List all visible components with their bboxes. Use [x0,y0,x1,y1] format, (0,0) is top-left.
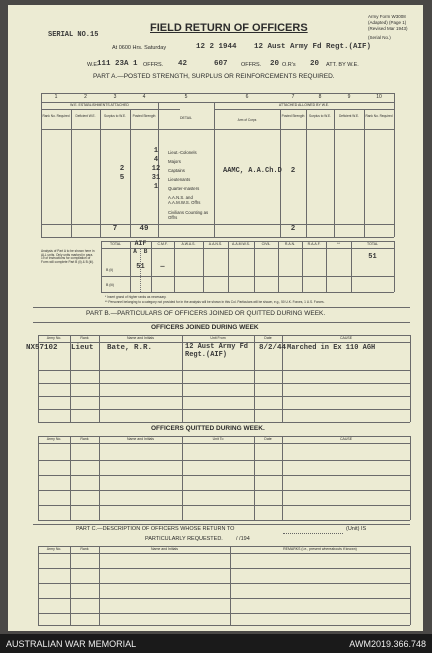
analysis-aif-dash: — [160,263,165,271]
part-c-line-2: PARTICULARLY REQUESTED. [145,536,223,542]
analysis-header-aamws: A.A.M.W.S. [232,242,250,246]
analysis-header-aif: AIF [134,240,147,247]
offrs-label-2: OFFRS. [241,62,262,68]
att-by-we-label: ATT. BY W.E. [326,62,359,68]
col-header-10: Rank No. Required [365,114,393,118]
analysis-aif-value: 51 [136,263,145,271]
col-header-3: Surplus to W.E. [104,114,126,118]
total-posted: 49 [139,225,149,233]
quitted-col-army-no: Army No. [46,437,62,441]
col-header-8: Surplus to W.E. [309,114,331,118]
analysis-header-ran: R.A.N. [284,242,296,246]
detail-aans-aamws: A.A.N.S. and A.A.M.W.S. Offrs [168,195,201,205]
part-c-col-army-no: Army No. [46,547,62,551]
detail-lt-colonels: Lieut.-Colonels [168,150,197,155]
analysis-col-a: A [133,248,137,255]
col-header-4: Posted Strength [132,114,156,118]
detail-majors: Majors [168,159,181,164]
posted-majors: 4 [153,156,159,164]
detail-lieutenants: Lieutenants [168,177,191,182]
att-count: 20 [270,60,280,68]
surplus-lieutenants: 5 [119,174,125,182]
joined-name: Bate, R.R. [107,344,153,352]
col-num-3: 3 [113,94,117,100]
part-c-unit-suffix: (Unit) IS [346,526,367,532]
col-header-2: Deficient W.E. [75,114,96,118]
joined-army-no: NX57102 [26,344,58,352]
analysis-header-aans: A.A.N.S. [208,242,223,246]
col-header-7: Posted Strength [281,114,305,118]
footer-archive-name: AUSTRALIAN WAR MEMORIAL [6,639,137,649]
part-c-col-rank: Rank [80,547,89,551]
att-posted-strength: 2 [290,167,296,175]
col-num-9: 9 [347,94,351,100]
archive-footer [0,634,432,653]
joined-col-army-no: Army No. [46,336,62,340]
analysis-header-raaf: R.A.A.F. [307,242,321,246]
part-b-heading: PART B.—PARTICULARS OF OFFICERS JOINED OR QUITTED DURING WEEK. [86,310,326,317]
serial-label: (Serial No.) [368,35,391,40]
joined-heading: OFFICERS JOINED DURING WEEK [151,324,259,331]
analysis-row-bii: B (ii) [106,268,114,272]
col-header-9: Deficient W.E. [338,114,360,118]
part-c-date-blank: / /194 [236,536,250,542]
col-num-5: 5 [184,94,188,100]
attached-allowed-group: ATTACHED ALLOWED BY W.E. [278,103,330,107]
footnote-2: ** Personnel belonging to a category not provided for in the analysis will be shown in this Col. Particulars will be shown, e.g., 50 U.K. Forces, 1 U.S. Forces. [105,300,325,304]
footnote-1: * Insert grand of higher ranks as necessary. [105,295,167,299]
quitted-heading: OFFICERS QUITTED DURING WEEK. [151,425,265,432]
joined-col-date: Date [264,336,272,340]
col-num-4: 4 [142,94,146,100]
ors-label: O.R's [282,62,296,68]
joined-date: 8/2/44 [259,344,287,352]
ors-count: 607 [214,60,228,68]
form-ref-line-2: (Adapted) (Page 1) [368,20,407,25]
analysis-total-label: TOTAL [110,242,121,246]
att-ors-count: 20 [310,60,320,68]
col-num-10: 10 [376,94,382,100]
quitted-col-name: Name and Initials [126,437,155,441]
total-surplus: 7 [112,225,118,233]
analysis-header-total: TOTAL [367,242,378,246]
analysis-col-b: B [143,248,148,255]
analysis-header-other: ** [337,242,340,246]
joined-col-name: Name and Initials [126,336,155,340]
col-num-6: 6 [245,94,249,100]
joined-col-unit: Unit From [210,336,226,340]
joined-cause: Marched in Ex 110 AGH [287,344,376,352]
joined-unit-from: 12 Aust Army Fd Regt.(AIF) [185,343,249,359]
surplus-captains: 2 [119,165,125,173]
we-establishments-group: W.E. ESTABLISHMENTS ATTACHED [70,103,129,107]
analysis-row-biii: B (iii) [106,283,114,287]
analysis-header-cmf: C.M.F. [157,242,168,246]
quitted-col-date: Date [264,437,272,441]
posted-captains: 12 [151,165,161,173]
joined-rank: Lieut [71,344,94,352]
total-attached: 2 [290,225,296,233]
posted-qm: 1 [153,183,159,191]
form-title: FIELD RETURN OF OFFICERS [150,22,308,34]
col-header-5: DETAIL [180,116,192,120]
posted-lt-col: 1 [153,147,159,155]
offrs-count: 42 [178,60,188,68]
unit-name: 12 Aust Army Fd Regt.(AIF) [254,43,372,51]
we-label: W.E. [87,62,99,68]
quitted-col-rank: Rank [80,437,89,441]
posted-lieutenants: 31 [151,174,161,182]
form-ref-line-3: (Revised Mar 1943) [368,26,408,31]
detail-captains: Captains [168,168,185,173]
analysis-header-awas: A.W.A.S. [181,242,196,246]
analysis-total-value: 51 [368,253,377,261]
quitted-col-cause: CAUSE [339,437,353,441]
footer-accession-number: AWM2019.366.748 [349,639,426,649]
joined-col-rank: Rank [80,336,89,340]
part-c-heading: PART C.—DESCRIPTION OF OFFICERS WHOSE RETURN TO [76,526,235,532]
part-c-col-name: Name and Initials [150,547,179,551]
detail-quartermasters: Quarter-masters [168,186,200,191]
return-date: 12 2 1944 [196,43,237,51]
col-num-2: 2 [84,94,87,100]
detail-civilians: Civilians Counting as Offrs [168,210,209,220]
serial-number: SERIAL NO.15 [48,31,99,39]
col-num-1: 1 [54,94,58,100]
col-header-1: Rank No. Required [42,114,70,118]
part-a-heading: PART A.—POSTED STRENGTH, SURPLUS OR REINFORCEMENTS REQUIRED. [93,73,335,80]
analysis-note: Analysis of Part A to be shown here in ALL units. Only units marked in para. 19 of instructions for compilation of Form will complete Part B (ii) & B (iii). [41,249,95,264]
offrs-label: OFFRS. [143,62,164,68]
joined-col-cause: CAUSE [339,336,353,340]
form-ref-line-1: Army Form W3008 [368,14,406,19]
col-num-8: 8 [318,94,322,100]
part-c-col-remarks: REMARKS (i.e., present whereabouts if known) [283,547,357,551]
arm-of-corps: AAMC, A.A.Ch.D [223,167,282,175]
we-number: 111 23A 1 [97,60,138,68]
col-header-6: Arm of Corps [237,118,257,122]
form-page [8,5,423,631]
at-line: At 0600 Hrs. Saturday [112,45,167,51]
analysis-header-civil: CIVIL [261,242,271,246]
col-num-7: 7 [291,94,295,100]
quitted-col-unit: Unit To [212,437,224,441]
